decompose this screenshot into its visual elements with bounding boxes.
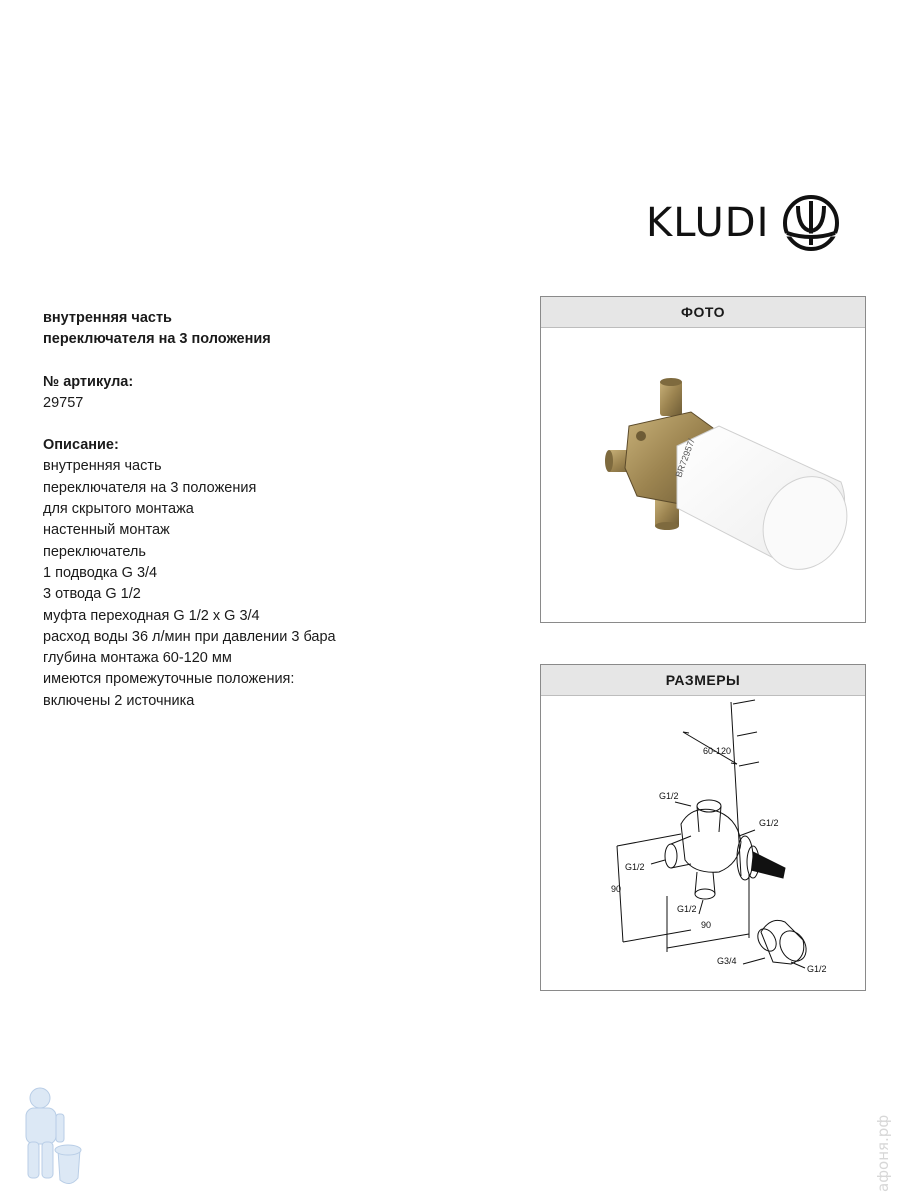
description-line: имеются промежуточные положения:: [43, 671, 295, 688]
dim-bottom-outlet-label: G1/2: [677, 904, 697, 914]
product-info: [43, 308, 463, 712]
article-label: № артикула:: [43, 373, 134, 390]
dim-adapter-in-label: G3/4: [717, 956, 737, 966]
article-value: 29757: [43, 394, 84, 411]
part-marking: BR72957/: [673, 437, 697, 479]
dim-adapter-out-label: G1/2: [807, 964, 827, 974]
description-label: Описание:: [43, 437, 119, 454]
description-line: 1 подводка G 3/4: [43, 564, 158, 581]
dimensions-panel: [540, 664, 866, 991]
dim-top-outlet-label: G1/2: [659, 791, 679, 801]
dim-left-outlet-label: G1/2: [625, 862, 645, 872]
description-line: 3 отвода G 1/2: [43, 586, 141, 603]
description-list: [43, 456, 463, 712]
site-watermark: [868, 1090, 898, 1194]
product-photo: [541, 328, 863, 622]
product-title-line: переключателя на 3 положения: [43, 331, 271, 348]
description-line: внутренняя часть: [43, 458, 162, 475]
product-title: [43, 308, 463, 351]
plumber-watermark-icon: [8, 1084, 88, 1192]
watermark-text: афоня.рф: [874, 1114, 892, 1192]
product-title-line: внутренняя часть: [43, 310, 172, 326]
photo-panel-header: ФОТО: [541, 297, 865, 328]
description-line: переключателя на 3 положения: [43, 479, 257, 496]
brand-logo: [646, 192, 868, 254]
dim-width-label: 90: [701, 920, 712, 930]
description-line: муфта переходная G 1/2 x G 3/4: [43, 607, 260, 624]
dimensions-panel-header: РАЗМЕРЫ: [541, 665, 865, 696]
dim-height-label: 90: [611, 884, 622, 894]
description-line: глубина монтажа 60-120 мм: [43, 650, 232, 667]
dim-right-outlet-label: G1/2: [759, 818, 779, 828]
brand-name: KLUDI: [646, 200, 770, 246]
kludi-emblem-icon: [781, 193, 841, 253]
photo-panel: [540, 296, 866, 623]
description-line: расход воды 36 л/мин при давлении 3 бара: [43, 628, 336, 645]
description-line: настенный монтаж: [43, 522, 170, 539]
description-line: переключатель: [43, 543, 146, 560]
dim-depth-label: 60-120: [703, 746, 732, 756]
description-line: включены 2 источника: [43, 692, 195, 709]
dimension-drawing: [541, 696, 863, 990]
description-line: для скрытого монтажа: [43, 501, 194, 518]
